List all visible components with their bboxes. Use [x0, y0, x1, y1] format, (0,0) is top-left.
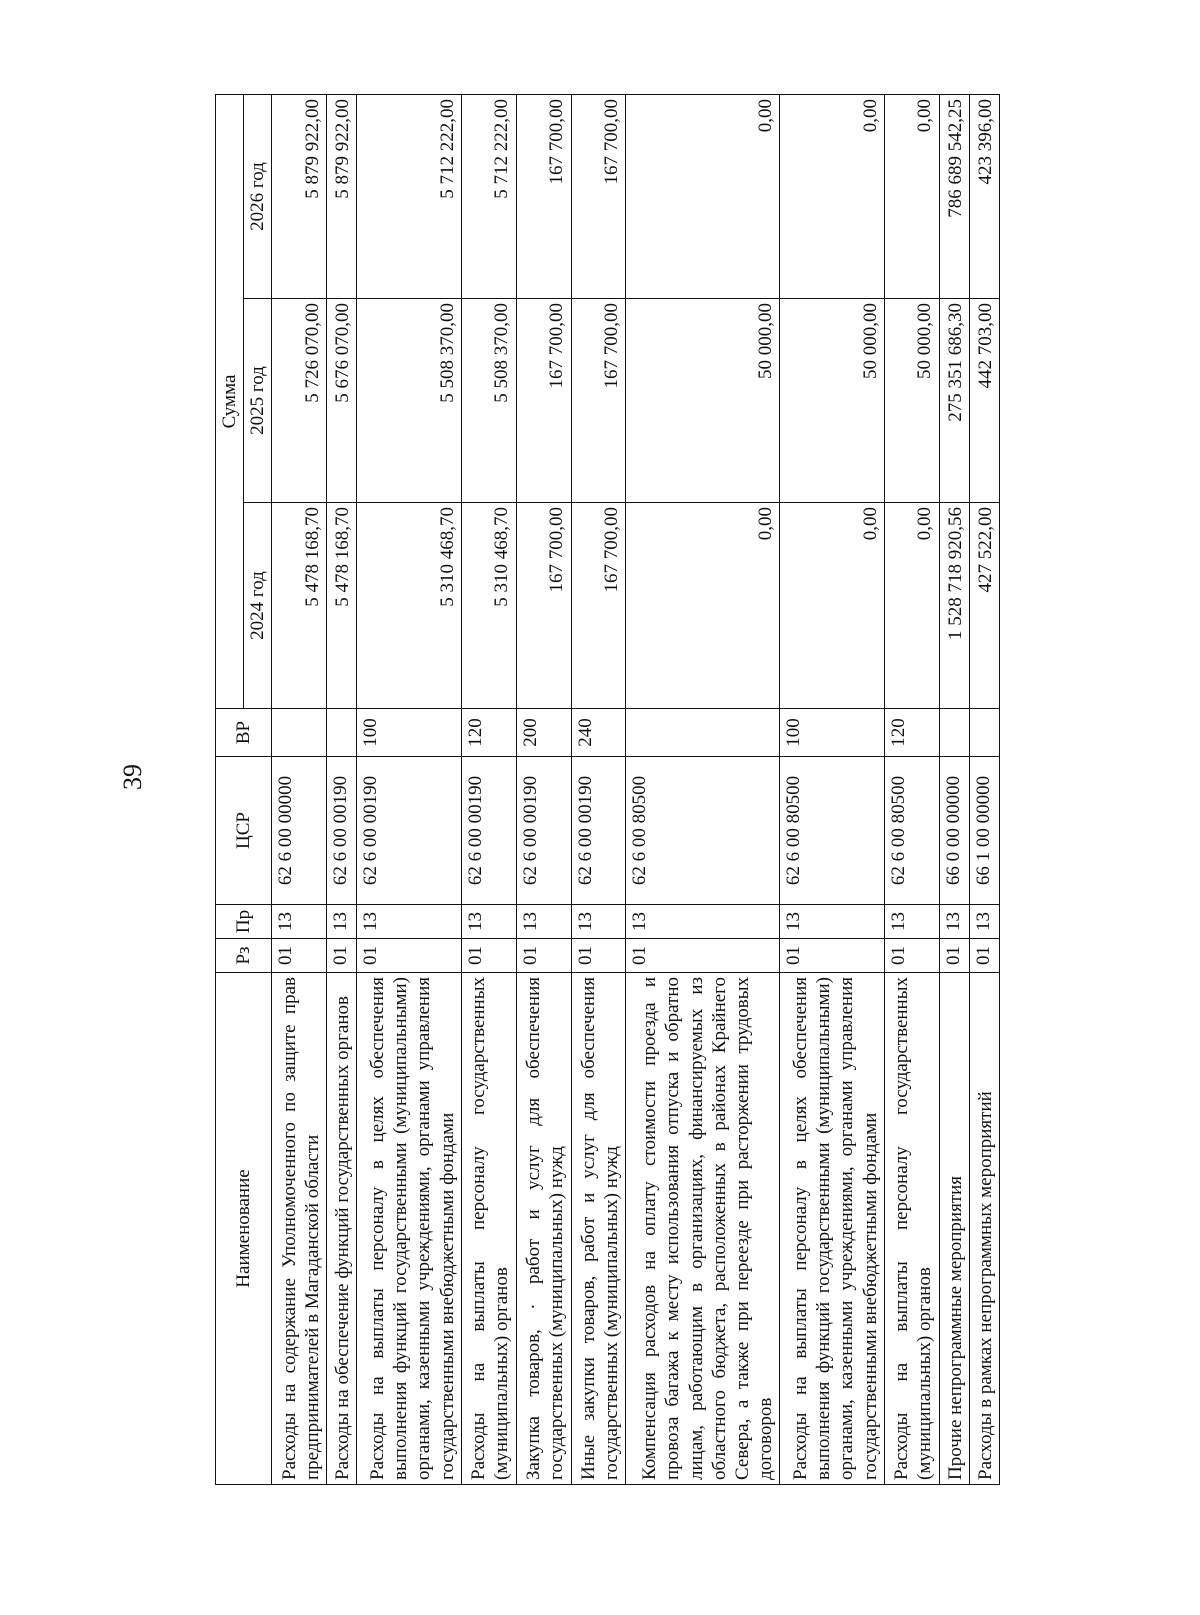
- table-row: [461, 95, 516, 1485]
- row-vr: 120: [884, 709, 939, 757]
- row-2026: 5 712 222,00: [461, 95, 516, 299]
- row-csr: 62 6 00 00190: [516, 757, 571, 905]
- header-sum: Сумма: [216, 95, 244, 709]
- row-2024: 0,00: [884, 503, 939, 709]
- header-csr: ЦСР: [216, 757, 272, 905]
- row-rz: 01: [780, 939, 884, 973]
- row-pr: 13: [969, 905, 999, 939]
- row-2024: 5 478 168,70: [327, 503, 357, 709]
- row-csr: 62 6 00 00190: [571, 757, 626, 905]
- row-vr: 240: [571, 709, 626, 757]
- header-pr: Пр: [216, 905, 272, 939]
- row-rz: 01: [516, 939, 571, 973]
- header-rz: Рз: [216, 939, 272, 973]
- header-vr: ВР: [216, 709, 272, 757]
- row-rz: 01: [357, 939, 461, 973]
- row-2025: 275 351 686,30: [939, 299, 969, 503]
- row-2025: 50 000,00: [884, 299, 939, 503]
- row-csr: 62 6 00 00190: [327, 757, 357, 905]
- row-2026: 786 689 542,25: [939, 95, 969, 299]
- row-rz: 01: [272, 939, 327, 973]
- row-rz: 01: [939, 939, 969, 973]
- table-row: [357, 95, 461, 1485]
- row-name: Расходы на выплаты персоналу государственных (муниципальных) органов: [461, 973, 516, 1485]
- row-2026: 0,00: [780, 95, 884, 299]
- row-2024: 167 700,00: [516, 503, 571, 709]
- row-pr: 13: [884, 905, 939, 939]
- row-2026: 167 700,00: [516, 95, 571, 299]
- row-2024: 427 522,00: [969, 503, 999, 709]
- row-2026: 5 879 922,00: [327, 95, 357, 299]
- row-csr: 62 6 00 00000: [272, 757, 327, 905]
- row-2024: 0,00: [626, 503, 780, 709]
- budget-table-rotated: [215, 95, 1000, 1485]
- row-2025: 5 726 070,00: [272, 299, 327, 503]
- row-pr: 13: [780, 905, 884, 939]
- row-2025: 5 508 370,00: [357, 299, 461, 503]
- row-vr: [969, 709, 999, 757]
- row-2024: 167 700,00: [571, 503, 626, 709]
- row-2026: 0,00: [626, 95, 780, 299]
- row-pr: 13: [327, 905, 357, 939]
- row-csr: 62 6 00 00190: [461, 757, 516, 905]
- row-2025: 50 000,00: [780, 299, 884, 503]
- table-row: [571, 95, 626, 1485]
- row-pr: 13: [516, 905, 571, 939]
- row-2025: 167 700,00: [571, 299, 626, 503]
- row-rz: 01: [884, 939, 939, 973]
- row-pr: 13: [461, 905, 516, 939]
- row-name: Компенсация расходов на оплату стоимости проезда и провоза багажа к месту использования отпуска и обратно лицам, работающим в организациях, финансируемых из областного бюджета, расположенных в районах Крайнего Севера, а также при переезде при расторжении трудовых договоров: [626, 973, 780, 1485]
- row-2025: 442 703,00: [969, 299, 999, 503]
- row-rz: 01: [969, 939, 999, 973]
- row-2024: 0,00: [780, 503, 884, 709]
- row-name: Расходы на содержание Уполномоченного по защите прав предпринимателей в Магаданской области: [272, 973, 327, 1485]
- table-header-row: [216, 95, 244, 1485]
- table-row: [939, 95, 969, 1485]
- row-name: Расходы на выплаты персоналу в целях обеспечения выполнения функций государственными (муниципальными) органами, казенными учреждениями, органами управления государственными внебюджетными фондами: [357, 973, 461, 1485]
- row-pr: 13: [357, 905, 461, 939]
- row-vr: [327, 709, 357, 757]
- row-name: Расходы в рамках непрограммных мероприятий: [969, 973, 999, 1485]
- row-name: Расходы на выплаты персоналу в целях обеспечения выполнения функций государственными (муниципальными) органами, казенными учреждениями, органами управления государственными внебюджетными фондами: [780, 973, 884, 1485]
- table-row: [272, 95, 327, 1485]
- row-2024: 1 528 718 920,56: [939, 503, 969, 709]
- row-csr: 62 6 00 00190: [357, 757, 461, 905]
- row-csr: 62 6 00 80500: [780, 757, 884, 905]
- row-rz: 01: [461, 939, 516, 973]
- row-rz: 01: [626, 939, 780, 973]
- row-name: Расходы на выплаты персоналу государственных (муниципальных) органов: [884, 973, 939, 1485]
- row-vr: [626, 709, 780, 757]
- row-pr: 13: [571, 905, 626, 939]
- row-csr: 66 0 00 00000: [939, 757, 969, 905]
- row-2024: 5 310 468,70: [461, 503, 516, 709]
- row-2026: 5 879 922,00: [272, 95, 327, 299]
- row-name: Прочие непрограммные мероприятия: [939, 973, 969, 1485]
- header-2025: 2025 год: [244, 299, 272, 503]
- row-2026: 423 396,00: [969, 95, 999, 299]
- table-row: [884, 95, 939, 1485]
- row-name: Расходы на обеспечение функций государственных органов: [327, 973, 357, 1485]
- table-row: [516, 95, 571, 1485]
- row-2026: 0,00: [884, 95, 939, 299]
- row-pr: 13: [272, 905, 327, 939]
- row-vr: [939, 709, 969, 757]
- row-rz: 01: [571, 939, 626, 973]
- row-2025: 5 508 370,00: [461, 299, 516, 503]
- header-name: Наименование: [216, 973, 272, 1485]
- header-2024: 2024 год: [244, 503, 272, 709]
- row-2025: 167 700,00: [516, 299, 571, 503]
- row-name: Иные закупки товаров, работ и услуг для обеспечения государственных (муниципальных) нужд: [571, 973, 626, 1485]
- table-row: [626, 95, 780, 1485]
- header-2026: 2026 год: [244, 95, 272, 299]
- row-2024: 5 478 168,70: [272, 503, 327, 709]
- row-csr: 66 1 00 00000: [969, 757, 999, 905]
- table-row: [327, 95, 357, 1485]
- row-2024: 5 310 468,70: [357, 503, 461, 709]
- row-2025: 50 000,00: [626, 299, 780, 503]
- row-pr: 13: [939, 905, 969, 939]
- row-vr: [272, 709, 327, 757]
- page-number: 39: [118, 764, 147, 790]
- row-2026: 5 712 222,00: [357, 95, 461, 299]
- row-vr: 120: [461, 709, 516, 757]
- row-csr: 62 6 00 80500: [626, 757, 780, 905]
- row-rz: 01: [327, 939, 357, 973]
- row-csr: 62 6 00 80500: [884, 757, 939, 905]
- table-row: [969, 95, 999, 1485]
- budget-table: [215, 94, 1000, 1485]
- row-vr: 200: [516, 709, 571, 757]
- row-2025: 5 676 070,00: [327, 299, 357, 503]
- row-vr: 100: [780, 709, 884, 757]
- row-name: Закупка товаров, · работ и услуг для обеспечения государственных (муниципальных) нужд: [516, 973, 571, 1485]
- row-vr: 100: [357, 709, 461, 757]
- row-pr: 13: [626, 905, 780, 939]
- table-row: [780, 95, 884, 1485]
- row-2026: 167 700,00: [571, 95, 626, 299]
